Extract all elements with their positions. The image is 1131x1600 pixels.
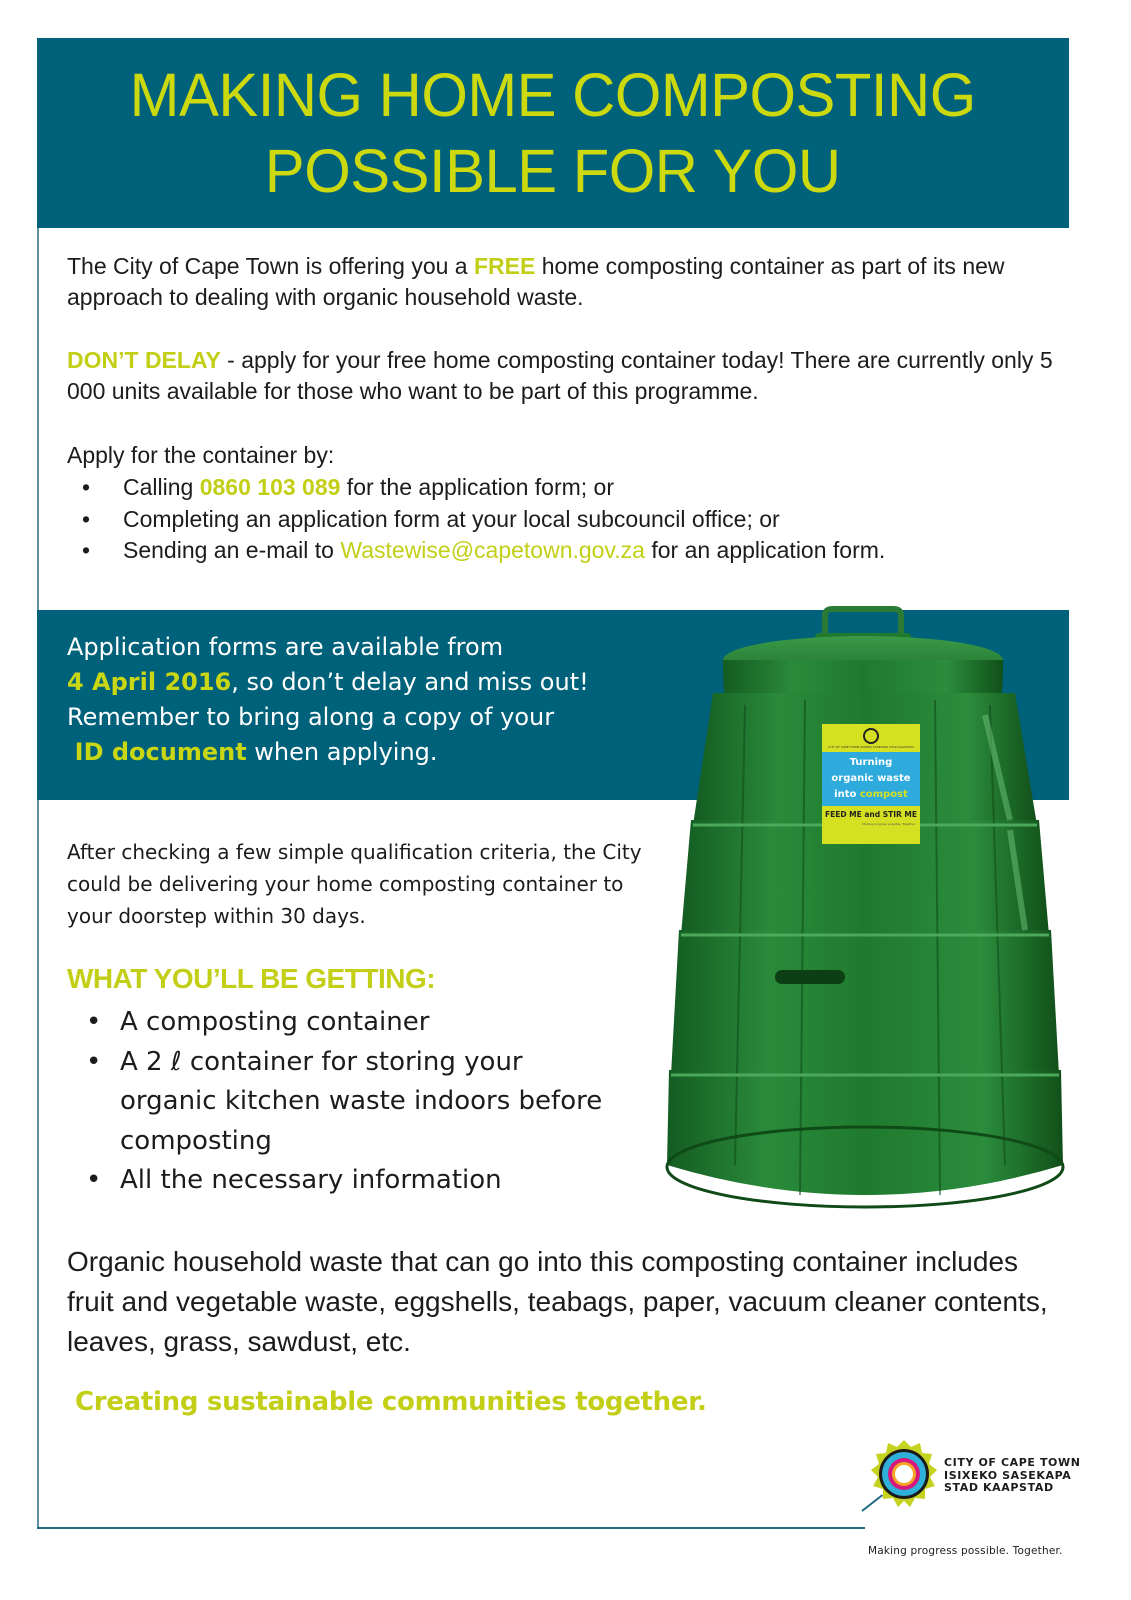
bullet-icon: • (82, 505, 91, 532)
logo-line-1: CITY OF CAPE TOWN (944, 1456, 1081, 1469)
getting-title: WHAT YOU’LL BE GETTING: (67, 963, 436, 994)
getting-item-text: All the necessary information (120, 1165, 502, 1195)
sticker-line-2: organic waste (831, 773, 911, 784)
bullet-icon: • (86, 1046, 102, 1077)
frame-bottom-border (37, 1527, 865, 1529)
apply-item-email (67, 535, 885, 567)
getting-item-text: A composting container (120, 1007, 430, 1037)
sticker-fine-print: Making progress possible. Together. (862, 822, 916, 826)
bullet-icon: • (82, 537, 91, 563)
title-line-2: POSSIBLE FOR YOU (265, 137, 841, 205)
bullet-icon: • (82, 474, 91, 500)
banner-line-3: Remember to bring along a copy of your (67, 703, 555, 731)
intro-text-after: home composting container as part of its new approach to dealing with organic household waste. (67, 253, 1005, 310)
compost-bin-illustration (665, 605, 1065, 1217)
banner-line-4: when applying. (246, 738, 438, 766)
city-of-cape-town-logo-icon (870, 1440, 938, 1508)
delivery-paragraph: After checking a few simple qualification criteria, the City could be delivering your home composting container to your doorstep within 30 days. (67, 840, 642, 928)
city-logo-icon (863, 728, 879, 744)
application-banner-text (67, 630, 647, 770)
title-line-1: MAKING HOME COMPOSTING (129, 61, 977, 129)
header-banner (37, 38, 1069, 228)
getting-item (86, 1161, 606, 1201)
apply-item-text: for an application form. (644, 537, 886, 563)
getting-item-text: A 2 ℓ container for storing your organic kitchen waste indoors before composting (120, 1046, 603, 1156)
sticker-logo-text: CITY OF CAPE TOWN ISIXEKO SASEKAPA STAD KAAPSTAD (828, 745, 914, 749)
intro-paragraph (67, 251, 1057, 313)
bullet-icon: • (86, 1165, 102, 1195)
getting-list (86, 1003, 606, 1201)
apply-item-text: Completing an application form at your local subcouncil office; or (123, 505, 780, 532)
tagline: Creating sustainable communities together. (75, 1387, 707, 1417)
apply-methods-list (67, 472, 885, 567)
bin-sticker (822, 724, 920, 844)
logo-wordmark (944, 1457, 1081, 1495)
page-title (130, 57, 976, 209)
dont-delay-text: - apply for your free home composting container today! There are currently only 5 000 units available for those who want to be part of this programme. (67, 347, 1053, 404)
dont-delay-paragraph (67, 345, 1057, 407)
intro-text-before: The City of Cape Town is offering you a (67, 253, 474, 279)
email-link[interactable]: Wastewise@capetown.gov.za (340, 537, 645, 563)
sticker-line-3 (822, 787, 920, 803)
phone-number[interactable]: 0860 103 089 (199, 474, 341, 500)
bullet-icon: • (86, 1007, 102, 1037)
apply-item-text: Sending an e-mail to (123, 537, 341, 563)
logo-slogan: Making progress possible. Together. (868, 1545, 1063, 1557)
compost-bin-image (665, 605, 1065, 1217)
apply-title: Apply for the container by: (67, 442, 335, 468)
sticker-line-1: Turning (849, 757, 893, 768)
getting-item (86, 1003, 606, 1043)
id-document-highlight: ID document (74, 738, 247, 766)
apply-item-text: for the application form; or (340, 474, 614, 500)
banner-line-1: Application forms are available from (67, 633, 504, 661)
logo-line-3: STAD KAAPSTAD (944, 1481, 1054, 1494)
getting-item (86, 1043, 606, 1162)
sticker-into-text: into (834, 789, 860, 800)
logo-line-2: ISIXEKO SASEKAPA (944, 1468, 1072, 1482)
banner-date-highlight: 4 April 2016 (67, 668, 232, 696)
apply-item-call (67, 472, 885, 504)
apply-item-text: Calling (123, 474, 200, 500)
banner-line-2: , so don’t delay and miss out! (231, 668, 589, 696)
sticker-feed-text: FEED ME and STIR ME (824, 810, 918, 819)
sticker-blue-panel (822, 752, 920, 806)
free-highlight: FREE (473, 253, 536, 279)
sticker-compost-highlight: compost (859, 789, 908, 800)
apply-item-subcouncil (67, 504, 885, 536)
organic-waste-paragraph: Organic household waste that can go into this composting container includes fruit and vegetable waste, eggshells, teabags, paper, vacuum cleaner contents, leaves, grass, sawdust, etc. (67, 1246, 1048, 1357)
dont-delay-highlight: DON’T DELAY (67, 347, 221, 373)
